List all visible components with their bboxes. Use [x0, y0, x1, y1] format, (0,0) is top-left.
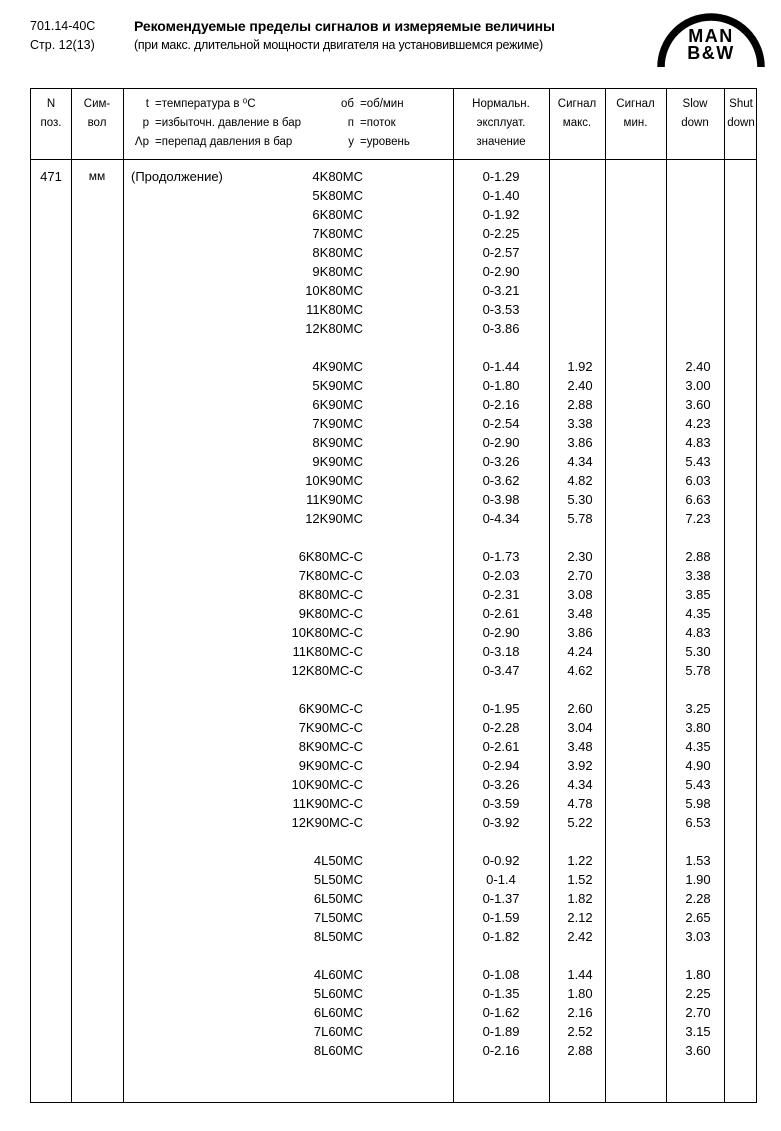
table-row [31, 471, 756, 490]
doc-ref-number: 701.14-40C [30, 19, 96, 33]
legend-row-3 [123, 133, 453, 152]
cell-nominal-value: 0-1.29 [482, 169, 520, 184]
legend-entry-flow [328, 114, 448, 133]
column-header-nominal [453, 89, 549, 159]
legend-text-flow: =поток [360, 117, 396, 129]
cell-nominal-value: 0-1.73 [482, 549, 520, 564]
cell-engine-model: 5L50MC [313, 872, 363, 887]
column-header-slow-down-line1: Slow [682, 98, 708, 110]
cell-nominal-value: 0-1.37 [482, 891, 520, 906]
cell-engine-model: 7L60MC [313, 1024, 363, 1039]
cell-slow-down: 5.78 [685, 663, 711, 678]
column-header-signal-min-line1: Сигнал [616, 98, 655, 110]
doc-ref-page: Стр. 12(13) [30, 38, 95, 52]
table-row [31, 984, 756, 1003]
table-row [31, 642, 756, 661]
cell-nominal-value: 0-2.28 [482, 720, 520, 735]
table-row [31, 718, 756, 737]
cell-slow-down: 5.43 [685, 454, 711, 469]
cell-signal-max: 3.92 [567, 758, 593, 773]
table-row [31, 699, 756, 718]
cell-slow-down: 2.25 [685, 986, 711, 1001]
cell-engine-model: 6L50MC [313, 891, 363, 906]
cell-slow-down: 1.80 [685, 967, 711, 982]
cell-slow-down: 3.25 [685, 701, 711, 716]
cell-slow-down: 1.90 [685, 872, 711, 887]
cell-engine-model: 8K90MC [312, 435, 363, 450]
table-row [31, 775, 756, 794]
cell-signal-max: 5.30 [567, 492, 593, 507]
cell-signal-max: 3.48 [567, 739, 593, 754]
column-header-signal-min [605, 89, 666, 159]
table-row [31, 224, 756, 243]
table-row [31, 414, 756, 433]
cell-nominal-value: 0-1.82 [482, 929, 520, 944]
column-header-n-pos-line2: поз. [40, 117, 62, 129]
cell-signal-max: 2.52 [567, 1024, 593, 1039]
signal-limits-table [30, 88, 757, 1103]
cell-nominal-value: 0-1.92 [482, 207, 520, 222]
table-row [31, 889, 756, 908]
cell-nominal-value: 0-1.40 [482, 188, 520, 203]
column-header-signal-max-line2: макс. [562, 117, 592, 129]
table-row [31, 243, 756, 262]
table-row [31, 661, 756, 680]
cell-nominal-value: 0-1.89 [482, 1024, 520, 1039]
legend-symbol-t: t [145, 98, 149, 110]
cell-slow-down: 4.35 [685, 739, 711, 754]
cell-nominal-value: 0-1.80 [482, 378, 520, 393]
legend-text-u: =уровень [360, 136, 410, 148]
cell-signal-max: 3.86 [567, 625, 593, 640]
cell-slow-down: 4.83 [685, 435, 711, 450]
cell-nominal-value: 0-2.61 [482, 606, 520, 621]
cell-engine-model: 6K90MC-C [298, 701, 363, 716]
table-row-spacer [31, 338, 756, 357]
cell-nominal-value: 0-4.34 [482, 511, 520, 526]
cell-engine-model: 6K90MC [312, 397, 363, 412]
column-header-n-pos-line1: N [46, 98, 56, 110]
table-row [31, 452, 756, 471]
table-row [31, 490, 756, 509]
table-row [31, 167, 756, 186]
table-row [31, 813, 756, 832]
table-row [31, 357, 756, 376]
cell-nominal-value: 0-2.90 [482, 435, 520, 450]
cell-engine-model: 5L60MC [313, 986, 363, 1001]
legend-row-2 [123, 114, 453, 133]
legend-symbol-p: p [142, 117, 149, 129]
cell-slow-down: 2.88 [685, 549, 711, 564]
table-row [31, 376, 756, 395]
legend-text-delta-p: =перепад давления в бар [155, 136, 293, 148]
table-row [31, 756, 756, 775]
cell-engine-model: 8K80MC-C [298, 587, 363, 602]
cell-engine-model: 9K90MC-C [298, 758, 363, 773]
cell-nominal-value: 0-1.35 [482, 986, 520, 1001]
table-row [31, 1003, 756, 1022]
cell-nominal-value: 0-2.57 [482, 245, 520, 260]
cell-engine-model: 4L50MC [313, 853, 363, 868]
cell-engine-model: 9K80MC-C [298, 606, 363, 621]
cell-engine-model: 4K80MC [312, 169, 363, 184]
cell-signal-max: 5.78 [567, 511, 593, 526]
cell-engine-model: 10K90MC [305, 473, 363, 488]
cell-engine-model: 9K80MC [312, 264, 363, 279]
cell-nominal-value: 0-2.90 [482, 625, 520, 640]
cell-signal-max: 2.16 [567, 1005, 593, 1020]
logo-text-bw: B&W [687, 43, 735, 63]
cell-nominal-value: 0-1.59 [482, 910, 520, 925]
table-row [31, 186, 756, 205]
title-block [134, 17, 654, 55]
page-title: Рекомендуемые пределы сигналов и измеряемые величины [134, 18, 555, 34]
cell-nominal-value: 0-1.4 [486, 872, 516, 887]
cell-nominal-value: 0-3.59 [482, 796, 520, 811]
cell-nominal-value: 0-2.25 [482, 226, 520, 241]
cell-slow-down: 7.23 [685, 511, 711, 526]
cell-signal-max: 1.52 [567, 872, 593, 887]
table-row [31, 509, 756, 528]
column-header-signal-max [549, 89, 605, 159]
cell-signal-max: 3.48 [567, 606, 593, 621]
cell-engine-model: 9K90MC [312, 454, 363, 469]
cell-signal-max: 1.92 [567, 359, 593, 374]
legend-symbol-u: у [348, 136, 354, 148]
legend-entry-temperature [123, 95, 328, 114]
cell-slow-down: 4.35 [685, 606, 711, 621]
cell-slow-down: 4.23 [685, 416, 711, 431]
cell-signal-max: 4.78 [567, 796, 593, 811]
cell-signal-max: 4.34 [567, 777, 593, 792]
cell-slow-down: 3.80 [685, 720, 711, 735]
table-row-spacer [31, 832, 756, 851]
man-bw-arch-logo-icon [655, 6, 767, 68]
cell-signal-max: 1.44 [567, 967, 593, 982]
table-row [31, 585, 756, 604]
column-header-nominal-line2: эксплуат. [476, 117, 526, 129]
table-row [31, 908, 756, 927]
legend-entry-delta-pressure [123, 133, 328, 152]
table-body [31, 160, 756, 1102]
cell-engine-model: 5K80MC [312, 188, 363, 203]
cell-signal-max: 2.70 [567, 568, 593, 583]
document-reference [30, 17, 135, 55]
cell-signal-max: 2.12 [567, 910, 593, 925]
page-header [0, 0, 781, 78]
cell-nominal-value: 0-3.18 [482, 644, 520, 659]
cell-engine-model: 8L50MC [313, 929, 363, 944]
cell-engine-model: 12K90MC-C [291, 815, 363, 830]
cell-nominal-value: 0-3.98 [482, 492, 520, 507]
cell-nominal-value: 0-1.95 [482, 701, 520, 716]
cell-slow-down: 3.85 [685, 587, 711, 602]
cell-engine-model: 12K80MC [305, 321, 363, 336]
cell-engine-model: 7K80MC-C [298, 568, 363, 583]
cell-engine-model: 12K80MC-C [291, 663, 363, 678]
column-header-symbol-line1: Сим- [83, 98, 111, 110]
cell-nominal-value: 0-2.90 [482, 264, 520, 279]
table-row [31, 870, 756, 889]
cell-slow-down: 2.65 [685, 910, 711, 925]
cell-signal-max: 1.22 [567, 853, 593, 868]
cell-signal-max: 2.40 [567, 378, 593, 393]
legend-entry-rpm [328, 95, 448, 114]
table-row [31, 604, 756, 623]
table-row-spacer [31, 680, 756, 699]
cell-slow-down: 5.30 [685, 644, 711, 659]
column-header-nominal-line1: Нормальн. [472, 98, 530, 110]
cell-engine-model: 12K90MC [305, 511, 363, 526]
cell-nominal-value: 0-2.16 [482, 397, 520, 412]
cell-engine-model: 6K80MC-C [298, 549, 363, 564]
legend-text-t: =температура в ⁰C [155, 98, 256, 110]
cell-slow-down: 1.53 [685, 853, 711, 868]
cell-slow-down: 6.03 [685, 473, 711, 488]
table-row [31, 547, 756, 566]
cell-signal-max: 2.30 [567, 549, 593, 564]
cell-engine-model: 7K90MC-C [298, 720, 363, 735]
cell-engine-model: 11K90MC-C [292, 796, 363, 811]
legend-text-ob: =об/мин [360, 98, 404, 110]
column-header-legend [123, 89, 453, 159]
column-header-shut-down-line1: Shut [729, 98, 753, 110]
cell-signal-max: 4.82 [567, 473, 593, 488]
cell-engine-model: 10K80MC-C [291, 625, 363, 640]
cell-slow-down: 2.70 [685, 1005, 711, 1020]
legend-text-p: =избыточн. давление в бар [155, 117, 301, 129]
cell-slow-down: 6.63 [685, 492, 711, 507]
cell-nominal-value: 0-2.03 [482, 568, 520, 583]
table-row [31, 1041, 756, 1060]
cell-engine-model: 7L50MC [313, 910, 363, 925]
cell-nominal-value: 0-2.94 [482, 758, 520, 773]
table-row [31, 794, 756, 813]
cell-nominal-value: 0-3.86 [482, 321, 520, 336]
table-row [31, 623, 756, 642]
column-header-signal-max-line1: Сигнал [557, 98, 597, 110]
legend-symbol-ob: об [341, 98, 354, 110]
cell-signal-max: 3.38 [567, 416, 593, 431]
cell-engine-model: 10K90MC-C [291, 777, 363, 792]
cell-engine-model: 6L60MC [313, 1005, 363, 1020]
table-row [31, 319, 756, 338]
table-row [31, 281, 756, 300]
cell-nominal-value: 0-2.61 [482, 739, 520, 754]
column-header-shut-down-line2: down [727, 117, 755, 129]
cell-signal-max: 3.04 [567, 720, 593, 735]
cell-nominal-value: 0-2.16 [482, 1043, 520, 1058]
legend-row-1 [123, 95, 453, 114]
page-subtitle: (при макс. длительной мощности двигателя на установившемся режиме) [134, 38, 543, 52]
cell-engine-model: 8L60MC [313, 1043, 363, 1058]
cell-signal-max: 3.08 [567, 587, 593, 602]
table-row [31, 262, 756, 281]
cell-engine-model: 6K80MC [312, 207, 363, 222]
column-header-symbol [71, 89, 123, 159]
cell-slow-down: 4.83 [685, 625, 711, 640]
cell-slow-down: 3.03 [685, 929, 711, 944]
column-header-nominal-line3: значение [476, 136, 526, 148]
cell-signal-max: 2.60 [567, 701, 593, 716]
cell-engine-model: 7K80MC [312, 226, 363, 241]
cell-slow-down: 5.43 [685, 777, 711, 792]
table-row [31, 737, 756, 756]
logo-text-man: MAN [688, 26, 734, 46]
cell-slow-down: 2.28 [685, 891, 711, 906]
cell-signal-max: 2.88 [567, 1043, 593, 1058]
column-header-signal-min-line2: мин. [623, 117, 648, 129]
table-row [31, 851, 756, 870]
table-row [31, 965, 756, 984]
table-row [31, 395, 756, 414]
cell-nominal-value: 0-3.53 [482, 302, 520, 317]
column-header-symbol-line2: вол [87, 117, 107, 129]
legend-entry-pressure [123, 114, 328, 133]
column-header-shut-down [724, 89, 758, 159]
cell-nominal-value: 0-1.44 [482, 359, 520, 374]
cell-signal-max: 1.82 [567, 891, 593, 906]
legend-symbol-p-flow: п [347, 117, 354, 129]
row-continuation-label: (Продолжение) [131, 169, 223, 184]
cell-nominal-value: 0-3.21 [482, 283, 520, 298]
table-row [31, 205, 756, 224]
legend-entry-level [328, 133, 448, 152]
cell-slow-down: 3.60 [685, 397, 711, 412]
cell-nominal-value: 0-2.31 [482, 587, 520, 602]
row-n-pos-value: 471 [40, 169, 62, 184]
cell-slow-down: 3.15 [685, 1024, 711, 1039]
cell-signal-max: 2.88 [567, 397, 593, 412]
table-row-spacer [31, 946, 756, 965]
cell-engine-model: 4L60MC [313, 967, 363, 982]
cell-slow-down: 5.98 [685, 796, 711, 811]
cell-nominal-value: 0-3.26 [482, 777, 520, 792]
cell-nominal-value: 0-2.54 [482, 416, 520, 431]
cell-slow-down: 6.53 [685, 815, 711, 830]
data-rows-container [31, 167, 756, 1060]
legend-symbol-delta-p: Λp [134, 136, 149, 148]
cell-nominal-value: 0-3.26 [482, 454, 520, 469]
table-row-spacer [31, 528, 756, 547]
cell-engine-model: 11K90MC [306, 492, 363, 507]
cell-slow-down: 2.40 [685, 359, 711, 374]
cell-signal-max: 5.22 [567, 815, 593, 830]
cell-signal-max: 2.42 [567, 929, 593, 944]
cell-nominal-value: 0-3.92 [482, 815, 520, 830]
column-header-slow-down [666, 89, 724, 159]
cell-nominal-value: 0-3.47 [482, 663, 520, 678]
cell-nominal-value: 0-3.62 [482, 473, 520, 488]
cell-nominal-value: 0-1.08 [482, 967, 520, 982]
cell-engine-model: 5K90MC [312, 378, 363, 393]
cell-slow-down: 3.00 [685, 378, 711, 393]
cell-nominal-value: 0-0.92 [482, 853, 520, 868]
table-row [31, 927, 756, 946]
cell-slow-down: 3.38 [685, 568, 711, 583]
table-row [31, 1022, 756, 1041]
column-header-slow-down-line2: down [681, 117, 709, 129]
cell-signal-max: 4.62 [567, 663, 593, 678]
cell-engine-model: 4K90MC [312, 359, 363, 374]
cell-slow-down: 3.60 [685, 1043, 711, 1058]
row-symbol-value: мм [88, 169, 106, 183]
table-row [31, 566, 756, 585]
cell-signal-max: 4.34 [567, 454, 593, 469]
cell-engine-model: 10K80MC [305, 283, 363, 298]
cell-signal-max: 1.80 [567, 986, 593, 1001]
table-row [31, 433, 756, 452]
cell-engine-model: 11K80MC [306, 302, 363, 317]
table-row [31, 300, 756, 319]
cell-engine-model: 8K80MC [312, 245, 363, 260]
cell-nominal-value: 0-1.62 [482, 1005, 520, 1020]
cell-engine-model: 8K90MC-C [298, 739, 363, 754]
cell-signal-max: 4.24 [567, 644, 593, 659]
cell-engine-model: 11K80MC-C [292, 644, 363, 659]
column-header-n-pos [31, 89, 71, 159]
cell-engine-model: 7K90MC [312, 416, 363, 431]
cell-signal-max: 3.86 [567, 435, 593, 450]
cell-slow-down: 4.90 [685, 758, 711, 773]
